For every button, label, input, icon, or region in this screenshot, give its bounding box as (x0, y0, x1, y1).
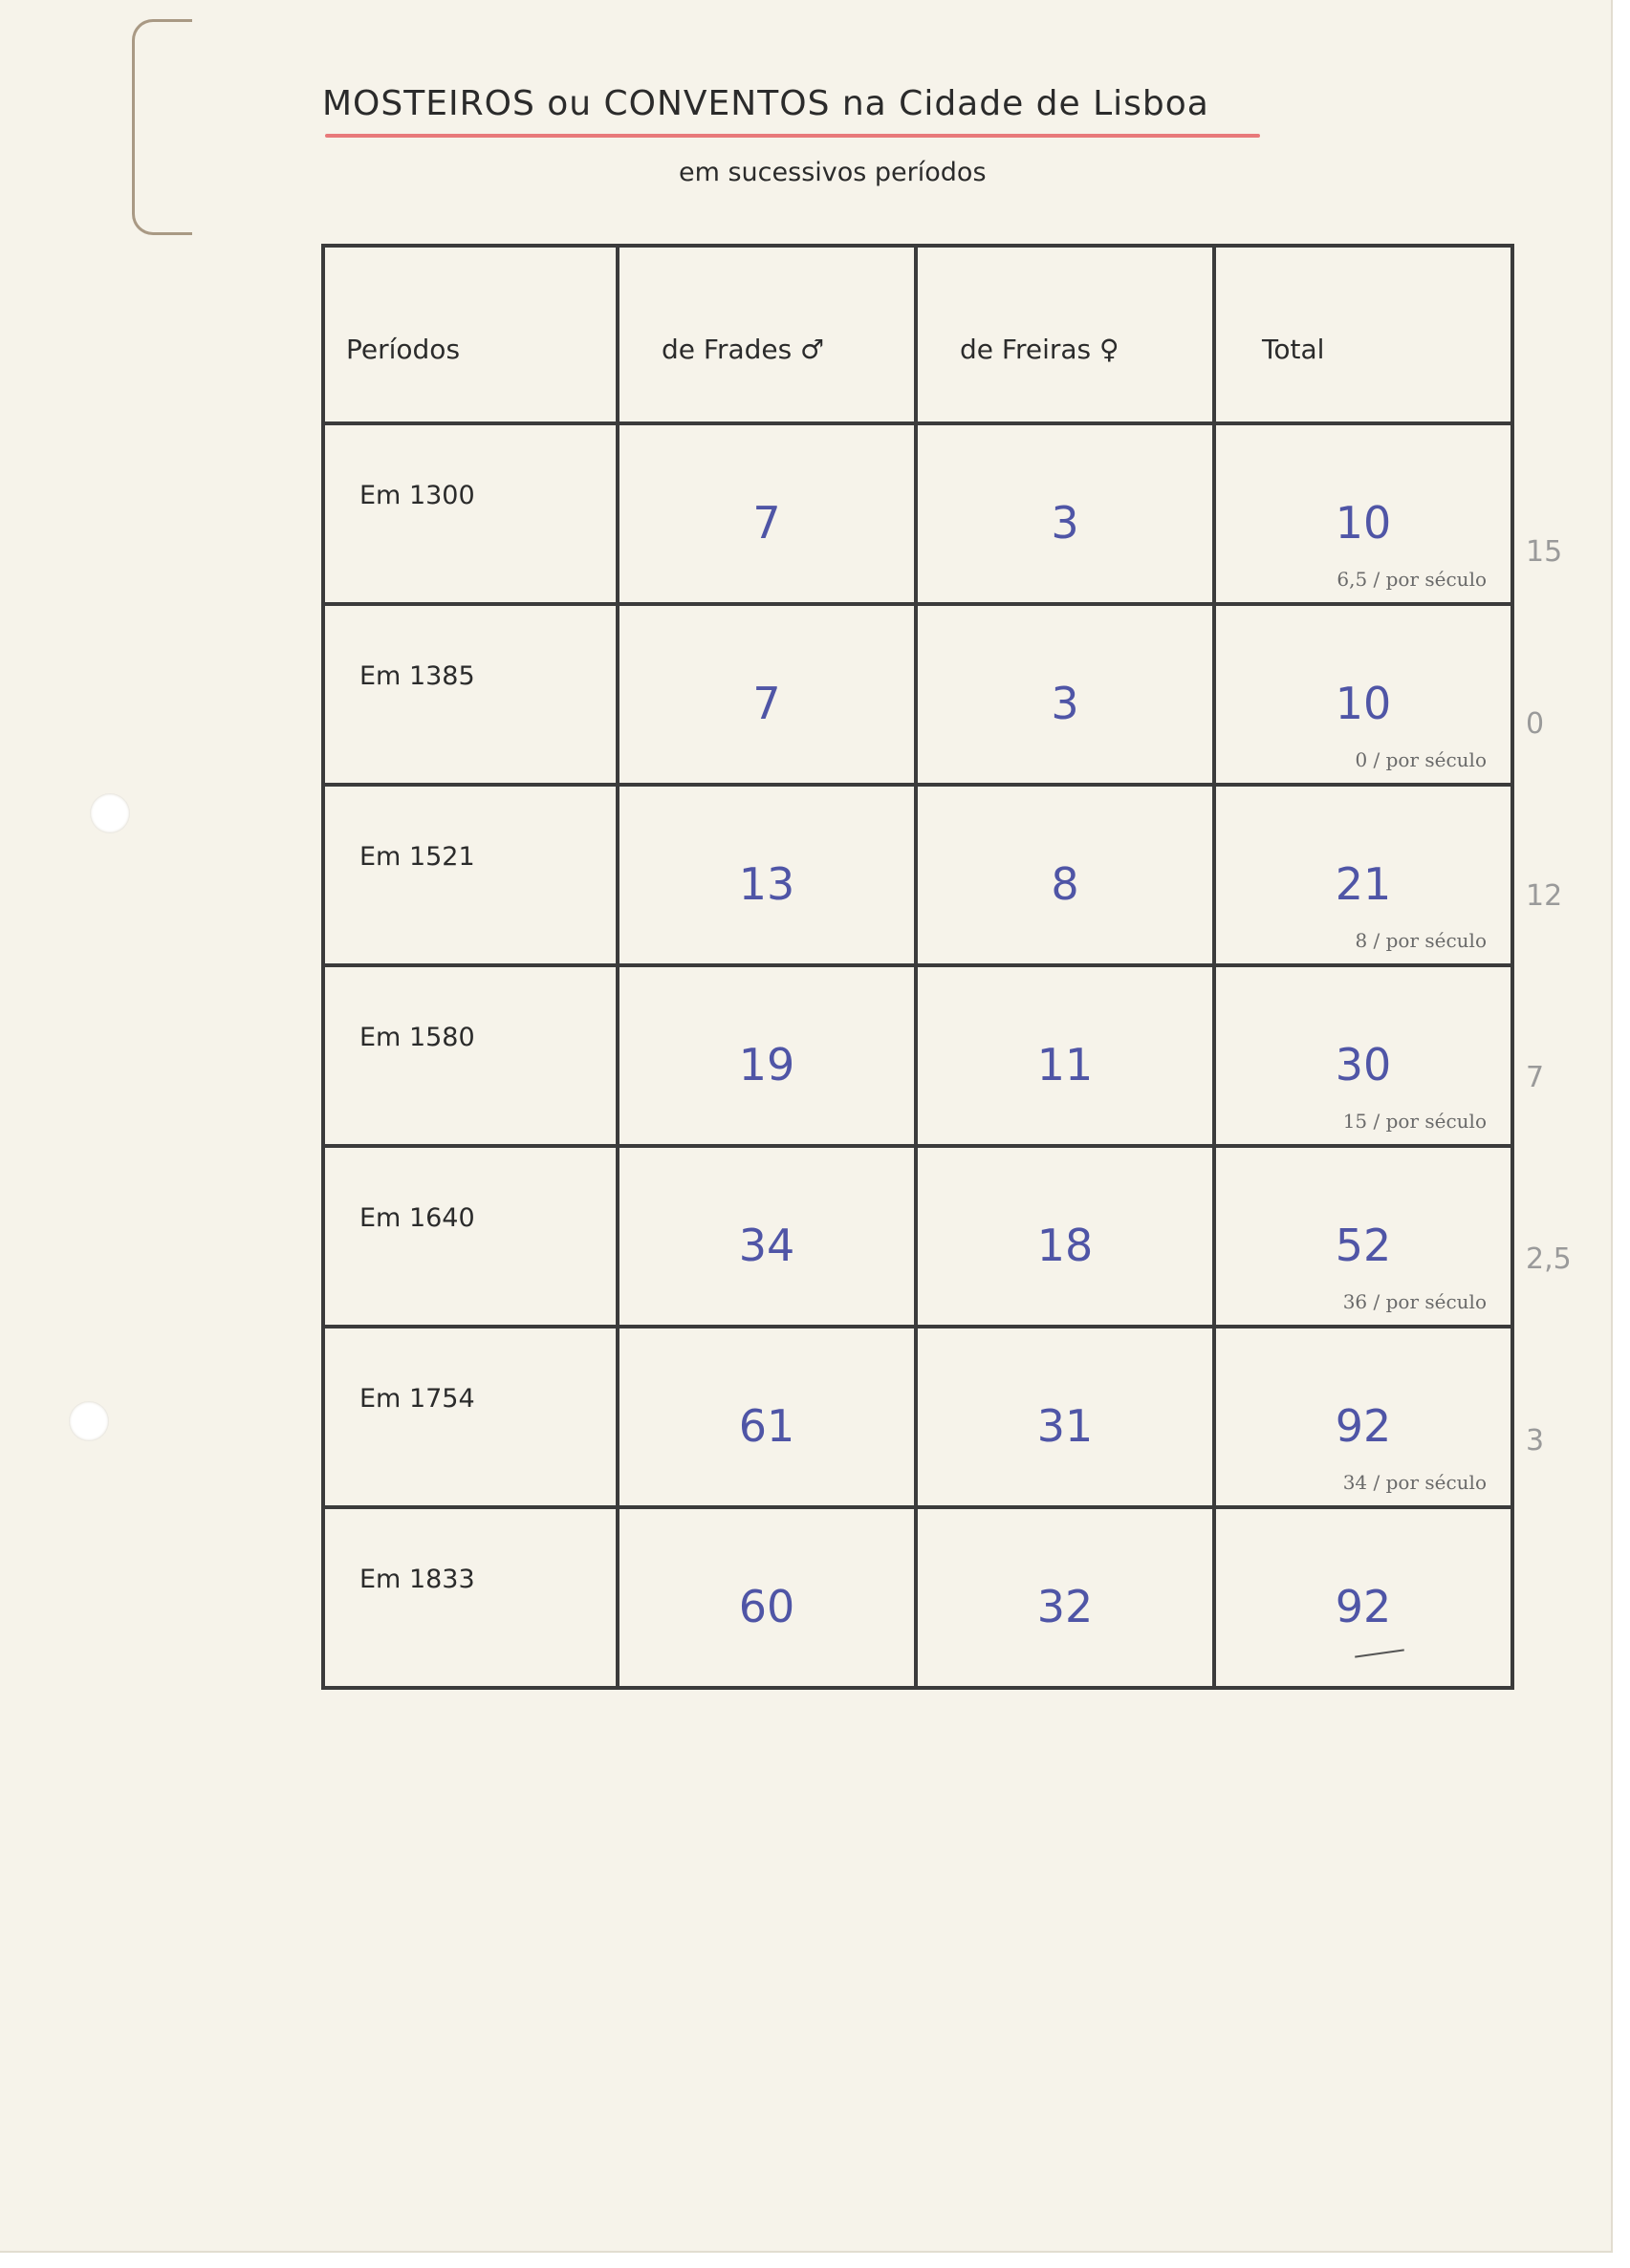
margin-note: 12 (1526, 879, 1563, 913)
table-row (323, 604, 1512, 785)
period-cell (323, 785, 618, 965)
freiras-value: 31 (1036, 1400, 1094, 1452)
total-cell (1214, 423, 1512, 604)
frades-cell (618, 965, 916, 1146)
frades-cell (618, 604, 916, 785)
total-cell (1214, 1507, 1512, 1688)
period-cell (323, 1146, 618, 1327)
margin-note: 2,5 (1526, 1242, 1572, 1276)
frades-value: 7 (752, 497, 781, 549)
freiras-value: 18 (1036, 1220, 1094, 1271)
freiras-cell (916, 785, 1214, 965)
freiras-cell (916, 423, 1214, 604)
total-value: 10 (1335, 497, 1392, 549)
frades-value: 19 (738, 1039, 795, 1091)
freiras-cell (916, 1507, 1214, 1688)
frades-cell (618, 1507, 916, 1688)
punch-hole (90, 793, 130, 833)
period-cell (323, 604, 618, 785)
period-label: Em 1385 (359, 661, 475, 691)
period-cell (323, 423, 618, 604)
freiras-value: 3 (1051, 497, 1079, 549)
period-label: Em 1521 (359, 842, 475, 872)
header-frades: de Frades ♂ (618, 246, 916, 423)
total-cell (1214, 785, 1512, 965)
frades-value: 7 (752, 678, 781, 729)
period-cell (323, 965, 618, 1146)
header-period: Períodos (323, 246, 618, 423)
period-label: Em 1833 (359, 1565, 475, 1594)
total-cell (1214, 604, 1512, 785)
margin-note: 7 (1526, 1061, 1545, 1094)
total-value: 30 (1335, 1039, 1392, 1091)
total-cell (1214, 1146, 1512, 1327)
header-total: Total (1214, 246, 1512, 423)
rate-per-century-note: 8 / por século (1355, 929, 1487, 952)
freiras-cell (916, 1146, 1214, 1327)
total-value: 10 (1335, 678, 1392, 729)
frades-cell (618, 1146, 916, 1327)
freiras-cell (916, 604, 1214, 785)
rate-per-century-note: 36 / por século (1342, 1290, 1487, 1313)
freiras-cell (916, 1327, 1214, 1507)
total-value: 52 (1335, 1220, 1392, 1271)
total-cell (1214, 965, 1512, 1146)
paper-clip-mark (132, 19, 192, 235)
frades-cell (618, 1327, 916, 1507)
total-underline (1355, 1649, 1404, 1657)
table-row (323, 1507, 1512, 1688)
freiras-value: 8 (1051, 858, 1079, 910)
freiras-value: 32 (1036, 1581, 1094, 1632)
period-label: Em 1640 (359, 1203, 475, 1233)
total-value: 21 (1335, 858, 1392, 910)
period-label: Em 1580 (359, 1023, 475, 1052)
period-cell (323, 1507, 618, 1688)
header-freiras: de Freiras ♀ (916, 246, 1214, 423)
rate-per-century-note: 15 / por século (1342, 1110, 1487, 1133)
freiras-cell (916, 965, 1214, 1146)
title-underline (325, 134, 1260, 138)
freiras-value: 3 (1051, 678, 1079, 729)
freiras-value: 11 (1036, 1039, 1094, 1091)
table-row (323, 965, 1512, 1146)
table-header-row (323, 246, 1512, 423)
period-label: Em 1300 (359, 481, 475, 510)
punch-hole (69, 1401, 109, 1441)
table-row (323, 785, 1512, 965)
total-cell (1214, 1327, 1512, 1507)
document-title: MOSTEIROS ou CONVENTOS na Cidade de Lisboa (322, 84, 1209, 123)
rate-per-century-note: 34 / por século (1342, 1471, 1487, 1494)
total-value: 92 (1335, 1400, 1392, 1452)
table-row (323, 1327, 1512, 1507)
frades-value: 60 (738, 1581, 795, 1632)
frades-cell (618, 423, 916, 604)
frades-value: 13 (738, 858, 795, 910)
frades-value: 34 (738, 1220, 795, 1271)
period-cell (323, 1327, 618, 1507)
period-label: Em 1754 (359, 1384, 475, 1414)
rate-per-century-note: 6,5 / por século (1337, 568, 1487, 591)
document-subtitle: em sucessivos períodos (679, 158, 987, 187)
frades-value: 61 (738, 1400, 795, 1452)
rate-per-century-note: 0 / por século (1355, 748, 1487, 771)
table-row (323, 1146, 1512, 1327)
margin-note: 3 (1526, 1424, 1545, 1458)
table-row (323, 423, 1512, 604)
margin-note: 15 (1526, 535, 1563, 569)
margin-note: 0 (1526, 707, 1545, 741)
total-value: 92 (1335, 1581, 1392, 1632)
frades-cell (618, 785, 916, 965)
convents-table (321, 244, 1514, 1690)
